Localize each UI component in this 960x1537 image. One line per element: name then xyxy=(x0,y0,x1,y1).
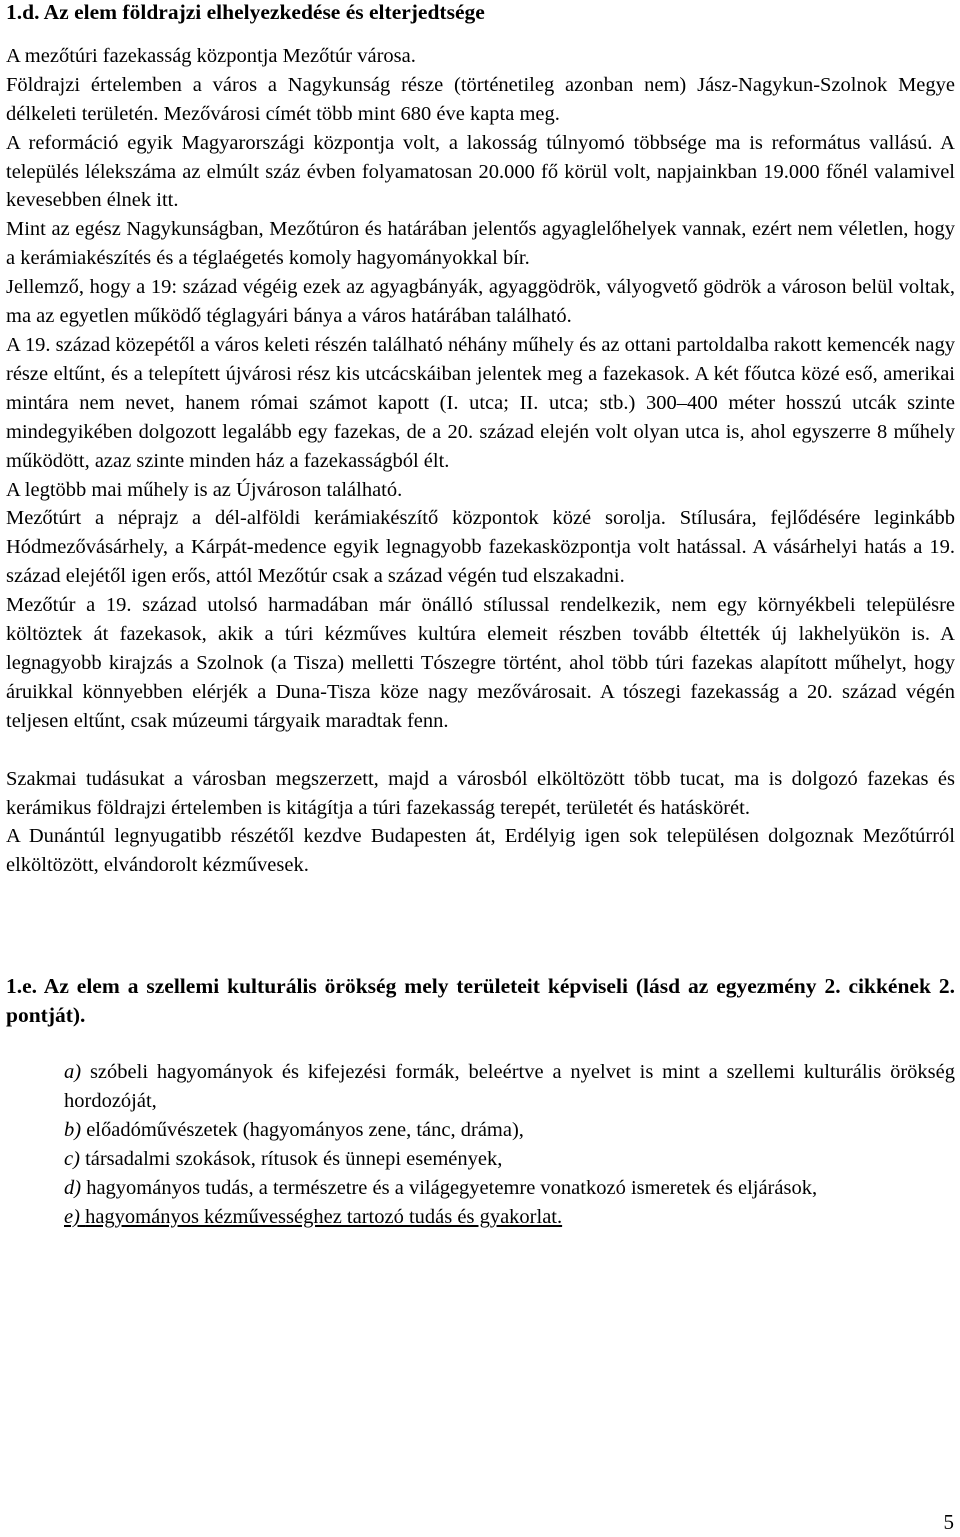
section-1d-body xyxy=(6,42,955,880)
paragraph: Mezőtúr a 19. század utolsó harmadában már önálló stílussal rendelkezik, nem egy környékbeli településre költöztek át fazekasok, akik a túri kézműves kultúra elemeit részben tovább éltették új lakhelyükön is. A legnagyobb kirajzás a Szolnok (a Tisza) melletti Tószegre történt, ahol több túri fazekas alapított műhelyt, hogy áruikkal könnyebben elérjék a Duna-Tisza köze nagy mezővárosait. A tószegi fazekasság a 20. század végén teljesen eltűnt, csak múzeumi tárgyaik maradtak fenn. xyxy=(6,594,955,732)
list-item-text: hagyományos kézművességhez tartozó tudás és gyakorlat. xyxy=(85,1205,563,1228)
paragraph: A legtöbb mai műhely is az Újvároson található. xyxy=(6,478,403,501)
list-item-label: e) xyxy=(64,1205,80,1228)
domain-list xyxy=(6,1058,955,1231)
paragraph: A reformáció egyik Magyarországi központja volt, a lakosság túlnyomó többsége ma is református vallású. A település lélekszáma az elmúlt száz évben folyamatosan 20.000 fő körül volt, napjainkban 19.000 főnél valamivel kevesebben élnek itt. xyxy=(6,131,955,212)
section-heading-1e: 1.e. Az elem a szellemi kulturális örökség mely területeit képviseli (lásd az egyezmény 2. cikkének 2. pontját). xyxy=(6,974,955,1028)
list-item-text: társadalmi szokások, rítusok és ünnepi események, xyxy=(85,1147,503,1170)
list-item xyxy=(64,1145,955,1174)
list-item-label: c) xyxy=(64,1147,80,1170)
list-item xyxy=(64,1174,955,1203)
paragraph: Jellemző, hogy a 19: század végéig ezek az agyagbányák, agyaggödrök, vályogvető gödrök a városon belül voltak, ma az egyetlen működő téglagyári bánya a város határában található. xyxy=(6,276,955,328)
paragraph: Szakmai tudásukat a városban megszerzett, majd a városból elköltözött több tucat, ma is dolgozó fazekas és kerámikus földrajzi értelemben is kitágítja a túri fazekasság terepét, területét és hatáskörét. xyxy=(6,767,955,819)
paragraph: Mint az egész Nagykunságban, Mezőtúron és határában jelentős agyaglelőhelyek vannak, ezért nem véletlen, hogy a kerámiakészítés és a téglaégetés komoly hagyományokkal bír. xyxy=(6,218,955,270)
list-item xyxy=(64,1116,955,1145)
paragraph: A 19. század közepétől a város keleti részén található néhány műhely és az ottani partoldalba rakott kemencék nagy része eltűnt, és a telepített újvárosi rész kis utcácskáiban jelentek meg a fazekasok. A két főutca közé eső, amerikai mintára nem nevet, hanem római számot kapott (I. utca; II. utca; stb.) 300–400 méter hosszú utcák szinte mindegyikében dolgozott legalább egy fazekas, de a 20. század elején volt olyan utca is, ahol egyszerre 8 műhely működött, azaz szinte minden ház a fazekasságból élt. xyxy=(6,333,955,472)
list-item-label: b) xyxy=(64,1118,82,1141)
list-item-label: a) xyxy=(64,1061,82,1084)
list-item xyxy=(64,1058,955,1116)
paragraph: A mezőtúri fazekasság központja Mezőtúr városa. xyxy=(6,44,416,67)
list-item-text: hagyományos tudás, a természetre és a világegyetemre vonatkozó ismeretek és eljárások, xyxy=(86,1176,818,1199)
paragraph: Földrajzi értelemben a város a Nagykunság része (történetileg azonban nem) Jász-Nagykun-Szolnok Megye délkeleti területén. Mezővárosi címét több mint 680 éve kapta meg. xyxy=(6,73,955,125)
paragraph-spacer xyxy=(6,736,955,765)
list-item-text: előadóművészetek (hagyományos zene, tánc, dráma), xyxy=(86,1118,524,1141)
list-item-label: d) xyxy=(64,1176,82,1199)
paragraph: A Dunántúl legnyugatibb részétől kezdve Budapesten át, Erdélyig igen sok településen dolgoznak Mezőtúrról elköltözött, elvándorolt kézművesek. xyxy=(6,825,955,877)
document-page xyxy=(6,0,955,1232)
paragraph: Mezőtúrt a néprajz a dél-alföldi kerámiakészítő központok közé sorolja. Stílusára, fejlődésére leginkább Hódmezővásárhely, a Kárpát-medence egyik legnagyobb fazekasközpontja volt hatással. A vásárhelyi hatás a 19. század elejétől igen erős, attól Mezőtúr csak a század végén tud elszakadni. xyxy=(6,507,955,588)
list-item-selected xyxy=(64,1203,955,1232)
page-number: 5 xyxy=(943,1510,954,1534)
list-item-text: szóbeli hagyományok és kifejezési formák, beleértve a nyelvet is mint a szellemi kulturális örökség hordozóját, xyxy=(64,1061,956,1112)
section-heading-1d: 1.d. Az elem földrajzi elhelyezkedése és elterjedtsége xyxy=(6,0,485,24)
